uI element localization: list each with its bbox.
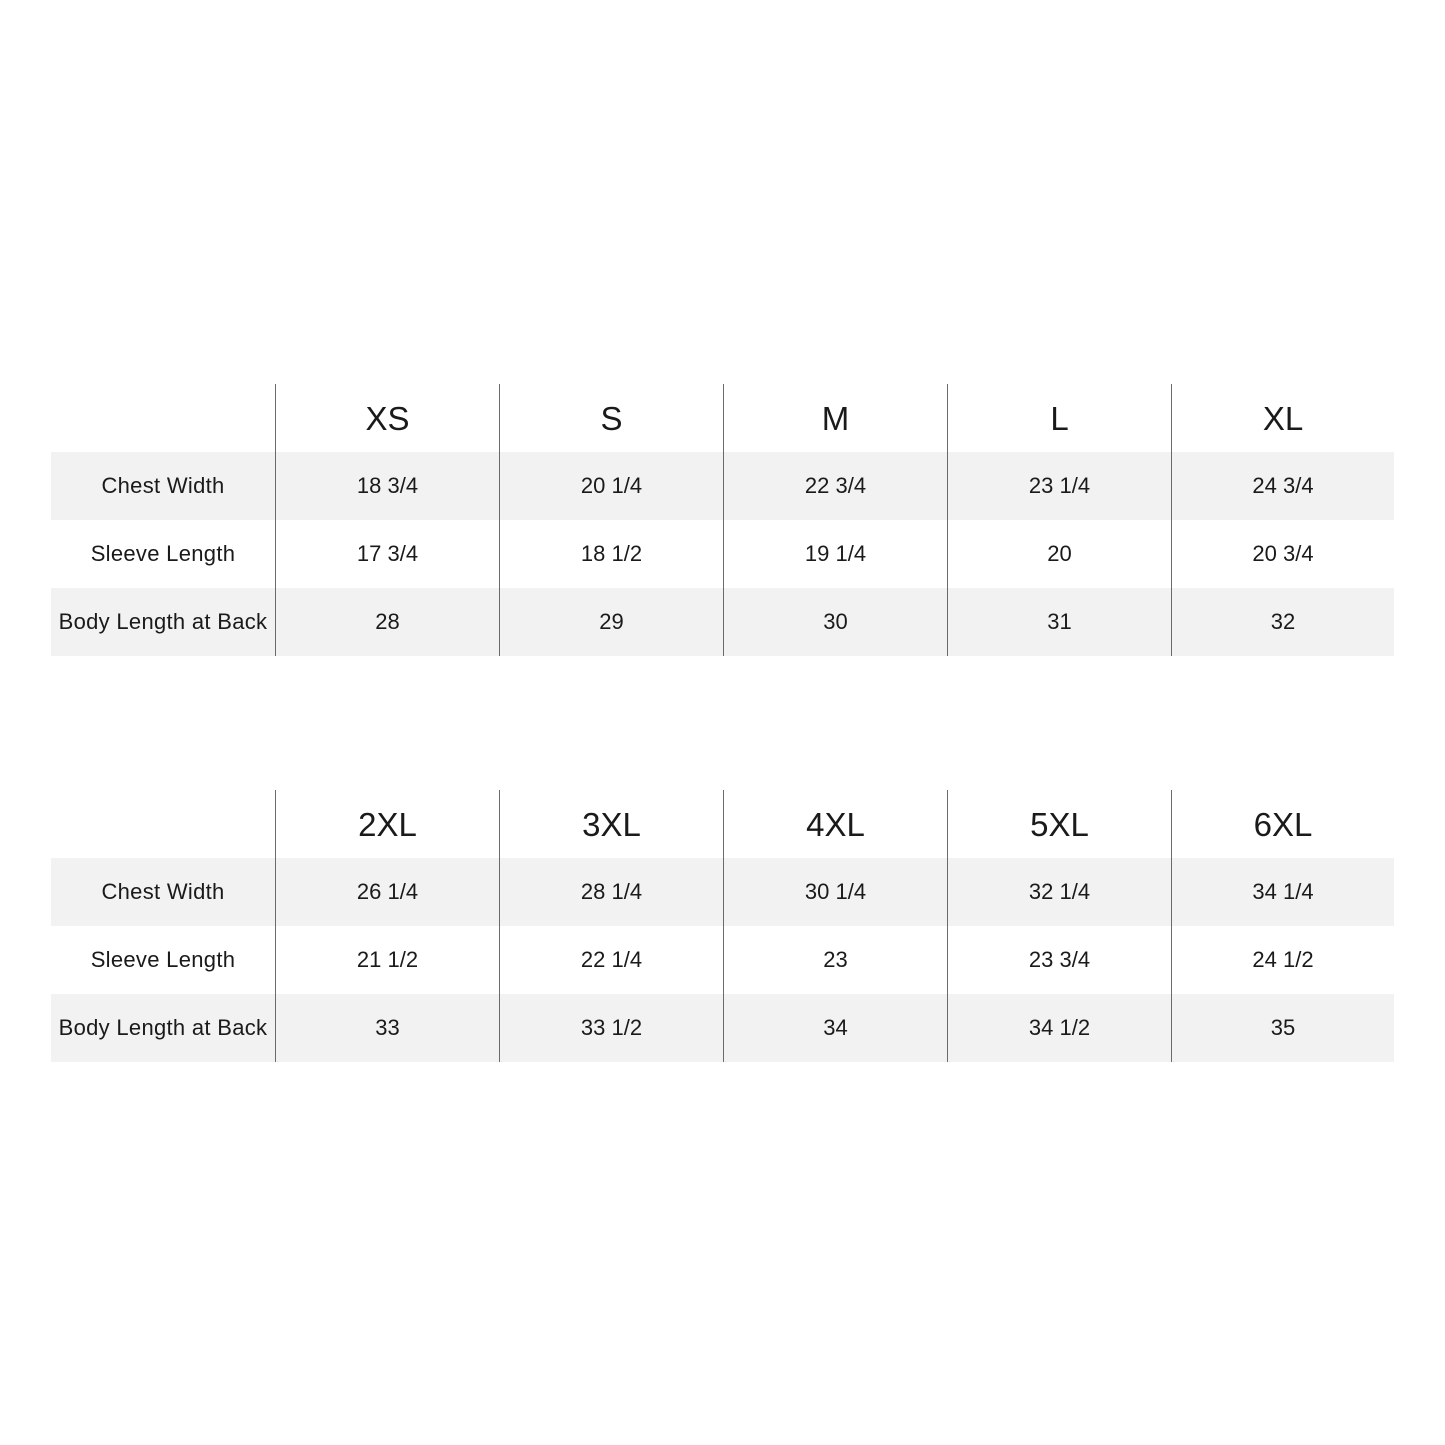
header-empty-cell <box>51 384 275 452</box>
size-chart-table-2 <box>51 790 1394 1062</box>
measurement-cell: 26 1/4 <box>275 858 499 926</box>
size-header-row <box>51 384 1394 452</box>
measurement-cell: 20 1/4 <box>499 452 723 520</box>
measurement-cell: 30 1/4 <box>723 858 947 926</box>
measurement-cell: 29 <box>499 588 723 656</box>
measurement-cell: 35 <box>1171 994 1394 1062</box>
measurement-cell: 34 <box>723 994 947 1062</box>
measurement-cell: 23 3/4 <box>947 926 1171 994</box>
measurement-cell: 31 <box>947 588 1171 656</box>
measurement-cell: 22 1/4 <box>499 926 723 994</box>
measurement-cell: 18 1/2 <box>499 520 723 588</box>
measurement-cell: 18 3/4 <box>275 452 499 520</box>
measurement-cell: 19 1/4 <box>723 520 947 588</box>
measurement-cell: 21 1/2 <box>275 926 499 994</box>
table-row-sleeve-length <box>51 926 1394 994</box>
measurement-cell: 28 1/4 <box>499 858 723 926</box>
row-label: Chest Width <box>101 473 225 498</box>
table-row-body-length <box>51 588 1394 656</box>
measurement-cell: 22 3/4 <box>723 452 947 520</box>
measurement-cell: 28 <box>275 588 499 656</box>
size-header-row <box>51 790 1394 858</box>
size-header: XL <box>1171 384 1394 452</box>
header-empty-cell <box>51 790 275 858</box>
table-row-chest-width <box>51 452 1394 520</box>
measurement-cell: 33 <box>275 994 499 1062</box>
size-header: 2XL <box>275 790 499 858</box>
measurement-cell: 30 <box>723 588 947 656</box>
measurement-cell: 34 1/2 <box>947 994 1171 1062</box>
size-header: S <box>499 384 723 452</box>
row-label: Sleeve Length <box>90 947 236 972</box>
measurement-cell: 20 <box>947 520 1171 588</box>
measurement-cell: 24 3/4 <box>1171 452 1394 520</box>
size-header: M <box>723 384 947 452</box>
measurement-cell: 23 1/4 <box>947 452 1171 520</box>
row-label: Chest Width <box>101 879 225 904</box>
size-header: L <box>947 384 1171 452</box>
measurement-cell: 17 3/4 <box>275 520 499 588</box>
row-label: Body Length at Back <box>58 1015 268 1040</box>
size-header: 3XL <box>499 790 723 858</box>
measurement-cell: 33 1/2 <box>499 994 723 1062</box>
table-row-sleeve-length <box>51 520 1394 588</box>
size-header: 6XL <box>1171 790 1394 858</box>
measurement-cell: 34 1/4 <box>1171 858 1394 926</box>
row-label: Body Length at Back <box>58 609 268 634</box>
size-header: 5XL <box>947 790 1171 858</box>
measurement-cell: 24 1/2 <box>1171 926 1394 994</box>
table-row-body-length <box>51 994 1394 1062</box>
measurement-cell: 32 1/4 <box>947 858 1171 926</box>
size-chart-table-1 <box>51 384 1394 656</box>
size-header: 4XL <box>723 790 947 858</box>
table-row-chest-width <box>51 858 1394 926</box>
measurement-cell: 32 <box>1171 588 1394 656</box>
measurement-cell: 20 3/4 <box>1171 520 1394 588</box>
measurement-cell: 23 <box>723 926 947 994</box>
row-label: Sleeve Length <box>90 541 236 566</box>
size-header: XS <box>275 384 499 452</box>
